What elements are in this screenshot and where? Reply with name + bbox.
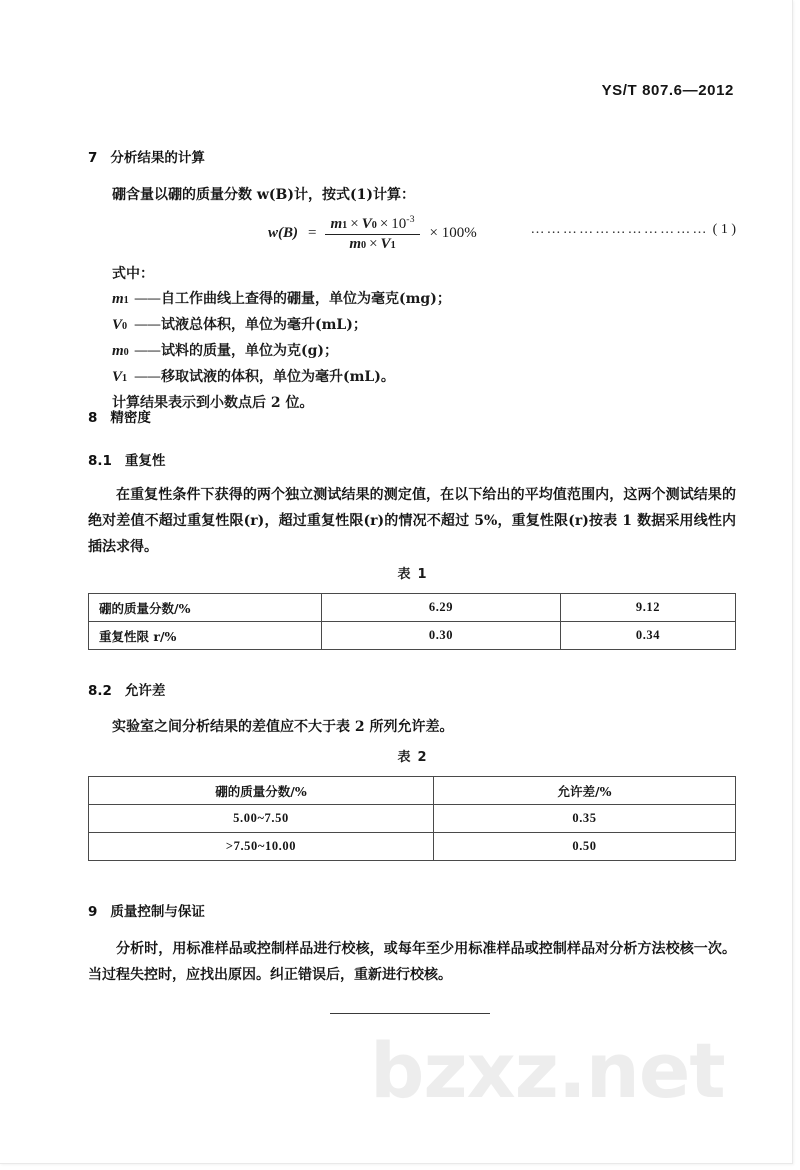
table-1-row-0-value-0: 6.29 <box>322 594 561 622</box>
table-1-row-1-value-1: 0.34 <box>561 622 736 650</box>
table-row <box>89 622 736 650</box>
table-1-row-1-value-0: 0.30 <box>322 622 561 650</box>
table-row <box>89 594 736 622</box>
where-dash: —— <box>134 343 160 359</box>
where-definition: 移取试液的体积，单位为毫升(mL)。 <box>161 369 395 385</box>
table-1-row-0-label: 硼的质量分数/% <box>89 594 322 622</box>
where-label: 式中： <box>112 266 154 282</box>
table-1-caption <box>88 563 736 582</box>
clause-8-number: 8 <box>88 410 98 426</box>
where-symbol: V0 <box>112 317 128 333</box>
clause-7-title: 分析结果的计算 <box>110 150 205 166</box>
formula-equals-sign: = <box>308 225 317 241</box>
formula-dot-leader: …………………………… <box>530 222 709 237</box>
formula-left-side: w(B) <box>268 225 298 241</box>
table-2-caption <box>88 746 736 765</box>
clause-8-heading <box>88 406 151 426</box>
where-dash: —— <box>134 369 160 385</box>
where-item <box>112 339 451 365</box>
formula-numerator: $m1 \times V0 \times 10^{-3}$ <box>325 214 419 235</box>
table-1-row-1-label: 重复性限 r/% <box>89 622 322 650</box>
clause-8-2-number: 8.2 <box>88 683 112 699</box>
clause-8-1-paragraph: 在重复性条件下获得的两个独立测试结果的测定值，在以下给出的平均值范围内，这两个测试结果的绝对差值不超过重复性限(r)，超过重复性限(r)的情况不超过 5%，重复性限(r)按表 1 数据采用线性内插法求得。 <box>88 487 736 555</box>
formula-number-label: ( 1 ) <box>712 222 736 237</box>
formula-equation-number <box>530 222 736 238</box>
clause-7-number: 7 <box>88 150 98 166</box>
formula-denominator: m0 × V1 <box>349 236 396 252</box>
table-2-row-0-tolerance: 0.35 <box>434 805 736 833</box>
clause-8-2-title: 允许差 <box>124 683 166 699</box>
formula-fraction <box>325 214 419 253</box>
where-symbol: m0 <box>112 343 129 359</box>
table-1 <box>88 593 736 650</box>
where-item <box>112 365 451 391</box>
document-header-standard-number: YS/T 807.6—2012 <box>601 82 734 99</box>
formula-tail-multiplier: × 100% <box>429 225 477 241</box>
table-2 <box>88 776 736 861</box>
clause-9-title: 质量控制与保证 <box>110 904 205 920</box>
clause-7-closing-paragraph: 计算结果表示到小数点后 2 位。 <box>112 395 314 411</box>
table-row <box>89 833 736 861</box>
formula-expression <box>268 214 477 253</box>
table-1-row-0-value-1: 9.12 <box>561 594 736 622</box>
clause-8-1-title: 重复性 <box>124 453 166 469</box>
table-2-row-1-range: >7.50~10.00 <box>89 833 434 861</box>
table-row <box>89 805 736 833</box>
clause-9-paragraph: 分析时，用标准样品或控制样品进行校核，或每年至少用标准样品或控制样品对分析方法校核一次。当过程失控时，应找出原因。纠正错误后，重新进行校核。 <box>88 941 736 983</box>
where-definition: 试液总体积，单位为毫升(mL)； <box>161 317 367 333</box>
table-header-row <box>89 777 736 805</box>
table-2-header-0: 硼的质量分数/% <box>89 777 434 805</box>
table-2-row-1-tolerance: 0.50 <box>434 833 736 861</box>
table-2-row-0-range: 5.00~7.50 <box>89 805 434 833</box>
clause-8-2-paragraph: 实验室之间分析结果的差值应不大于表 2 所列允许差。 <box>112 719 454 735</box>
clause-9-number: 9 <box>88 904 98 920</box>
table-2-caption-number: 2 <box>417 750 427 765</box>
where-definition: 自工作曲线上查得的硼量，单位为毫克(mg)； <box>161 291 451 307</box>
clause-8-title: 精密度 <box>110 410 151 426</box>
clause-9-heading <box>88 900 205 920</box>
where-dash: —— <box>134 317 160 333</box>
formula-where-block <box>112 262 451 416</box>
clause-7-intro-paragraph: 硼含量以硼的质量分数 w(B)计，按式(1)计算： <box>112 187 415 203</box>
end-of-text-rule <box>330 1013 490 1014</box>
table-1-caption-word: 表 <box>397 567 411 582</box>
clause-8-1-heading <box>88 449 165 469</box>
where-dash: —— <box>134 291 160 307</box>
where-symbol: m1 <box>112 291 129 307</box>
watermark-text: bzxz.net <box>370 1026 725 1115</box>
clause-7-heading <box>88 146 205 166</box>
formula-row <box>88 212 736 258</box>
table-1-caption-number: 1 <box>417 567 427 582</box>
clause-8-1-number: 8.1 <box>88 453 112 469</box>
where-item <box>112 313 451 339</box>
table-2-caption-word: 表 <box>397 750 411 765</box>
where-item <box>112 287 451 313</box>
where-symbol: V1 <box>112 369 128 385</box>
clause-8-2-heading <box>88 679 165 699</box>
table-2-header-1: 允许差/% <box>434 777 736 805</box>
where-definition: 试料的质量，单位为克(g)； <box>161 343 339 359</box>
